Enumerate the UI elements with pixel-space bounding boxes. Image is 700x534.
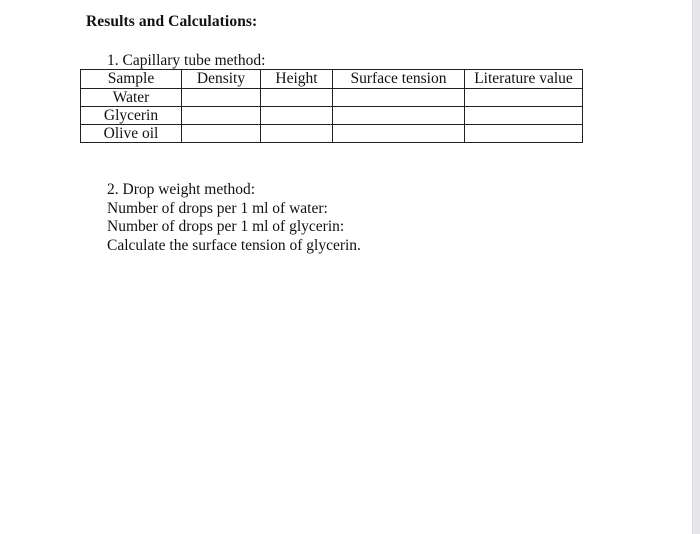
header-density: Density	[182, 70, 261, 89]
literature-value-cell	[465, 125, 583, 143]
calculate-instruction: Calculate the surface tension of glycerin.	[107, 236, 361, 254]
glycerin-drops-line: Number of drops per 1 ml of glycerin:	[107, 218, 345, 235]
drop-weight-section	[107, 181, 361, 255]
water-drops-line: Number of drops per 1 ml of water:	[107, 199, 328, 217]
page-heading: Results and Calculations:	[86, 13, 258, 30]
sample-cell: Water	[81, 89, 182, 107]
literature-value-cell	[465, 89, 583, 107]
density-cell	[182, 89, 261, 107]
sample-cell: Glycerin	[81, 107, 182, 125]
table-header-row	[81, 70, 583, 89]
height-cell	[261, 125, 333, 143]
surface-tension-cell	[333, 107, 465, 125]
table-row	[81, 107, 583, 125]
drop-weight-title: 2. Drop weight method:	[107, 181, 256, 198]
header-literature-value: Literature value	[465, 70, 583, 89]
height-cell	[261, 107, 333, 125]
capillary-results-table	[80, 69, 583, 143]
surface-tension-cell	[333, 89, 465, 107]
header-sample: Sample	[81, 70, 182, 89]
header-height: Height	[261, 70, 333, 89]
density-cell	[182, 125, 261, 143]
height-cell	[261, 89, 333, 107]
table-row	[81, 89, 583, 107]
table-row	[81, 125, 583, 143]
density-cell	[182, 107, 261, 125]
literature-value-cell	[465, 107, 583, 125]
capillary-method-title: 1. Capillary tube method:	[107, 52, 266, 69]
header-surface-tension: Surface tension	[333, 70, 465, 89]
surface-tension-cell	[333, 125, 465, 143]
window-edge	[693, 0, 700, 534]
sample-cell: Olive oil	[81, 125, 182, 143]
